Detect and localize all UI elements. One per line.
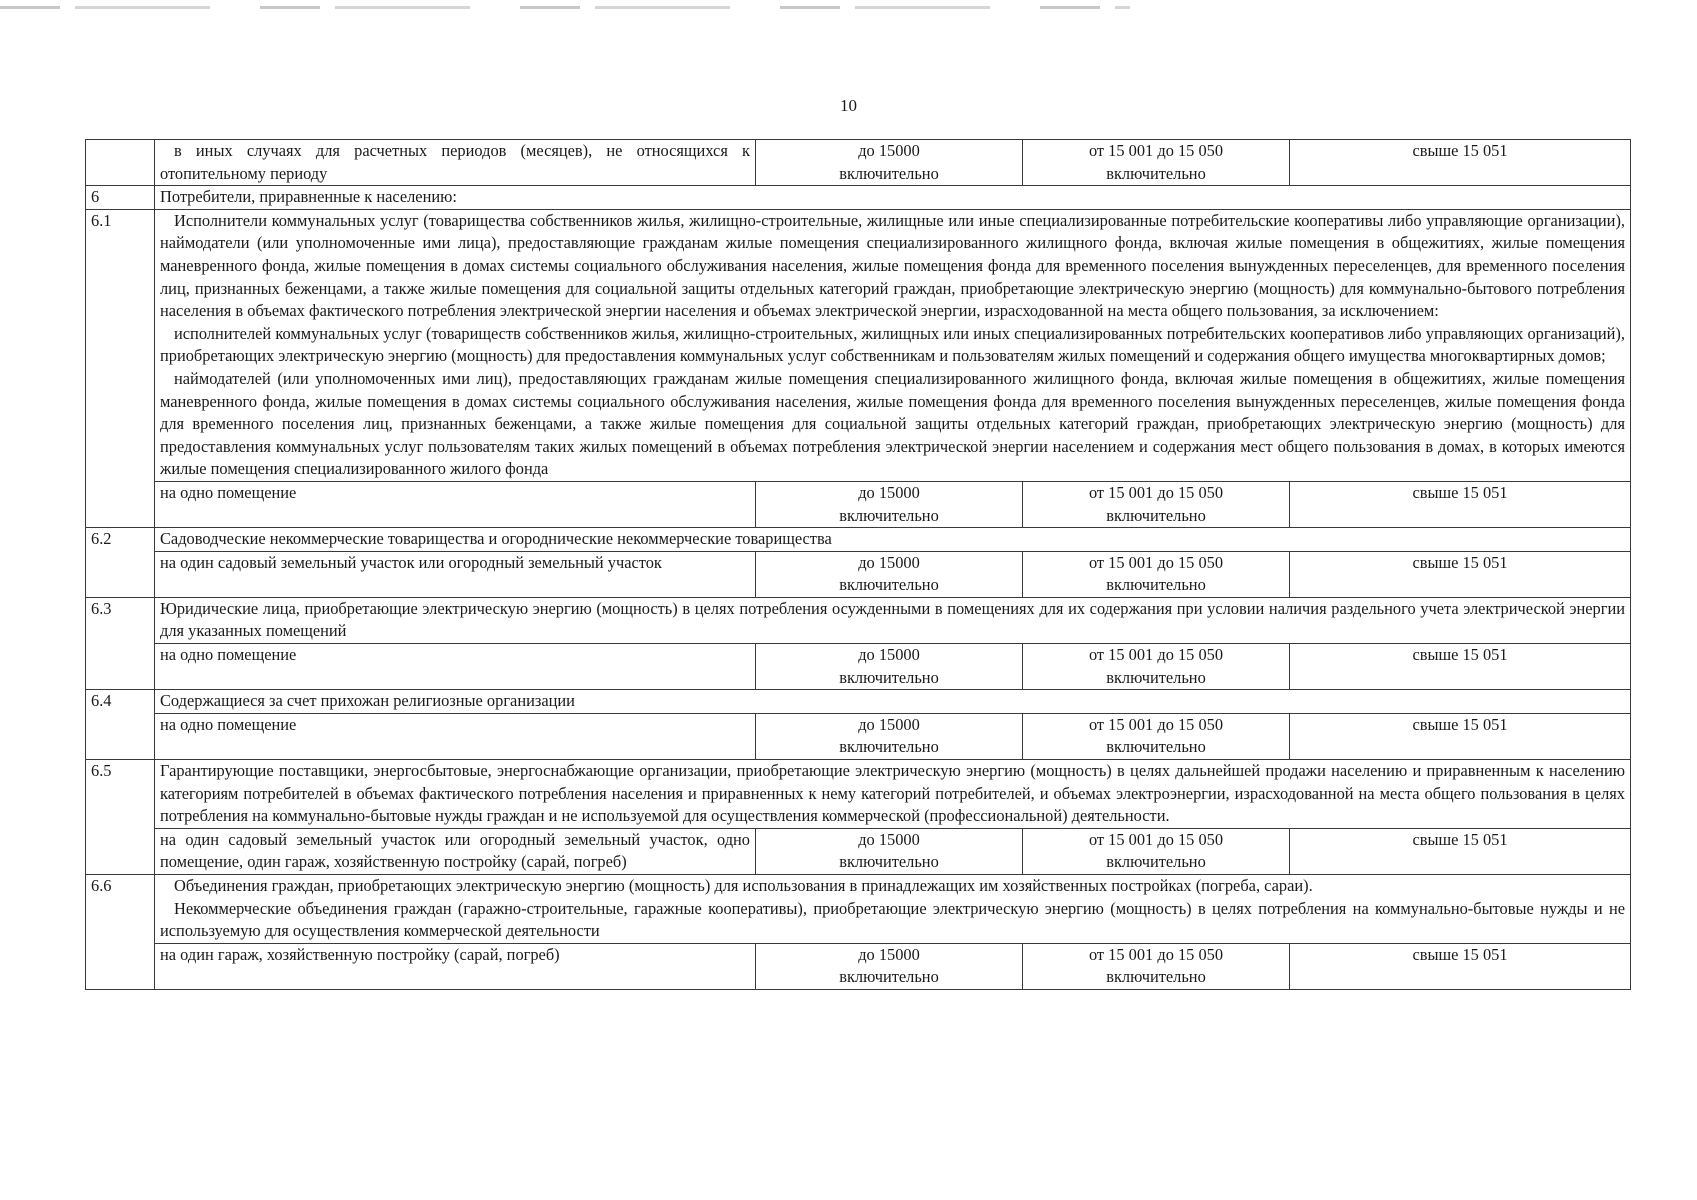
row-number: 6 xyxy=(86,186,155,210)
row-description: Содержащиеся за счет прихожан религиозные организации xyxy=(155,690,1631,714)
paragraph: Исполнители коммунальных услуг (товарищества собственников жилья, жилищно-строительные, жилищные или иные специализированные потребительские кооперативы либо управляющие организации), наймодатели (или уполномоченные ими лица), предоставляющие гражданам жилые помещения специализированного жилищного фонда, включая жилые помещения в общежитиях, жилые помещения маневренного фонда, жилые помещения в домах системы социального обслуживания населения, жилые помещения фонда для временного поселения вынужденных переселенцев, для временного поселения лиц, признанных беженцами, а также жилые помещения для социальной защиты отдельных категорий граждан, приобретающие электрическую энергию (мощность) для коммунально-бытового потребления населения в объемах фактического потребления электрической энергии населения и объемах электрической энергии, израсходованной на места общего пользования, за исключением: xyxy=(160,210,1625,321)
table-row xyxy=(86,551,1631,597)
row-description: Гарантирующие поставщики, энергосбытовые, энергоснабжающие организации, приобретающие электрическую энергию (мощность) в целях дальнейшей продажи населению и приравненным к населению категориям потребителей в объемах фактического потребления населения и приравненных к нему категорий потребителей, и объемах электроэнергии, израсходованной на места общего пользования в целях потребления на коммунально-бытовые нужды граждан и не используемой для осуществления коммерческой (профессиональной) деятельности. xyxy=(155,760,1631,829)
table-row xyxy=(86,875,1631,944)
table-row xyxy=(86,760,1631,829)
range-middle-cell: от 15 001 до 15 050 включительно xyxy=(1023,481,1290,527)
table-row xyxy=(86,943,1631,989)
table-row xyxy=(86,713,1631,759)
row-number: 6.6 xyxy=(86,875,155,990)
range-middle-cell: от 15 001 до 15 050 включительно xyxy=(1023,713,1290,759)
table-row xyxy=(86,597,1631,643)
paragraph: Некоммерческие объединения граждан (гаражно-строительные, гаражные кооперативы), приобретающие электрическую энергию (мощность) в целях потребления на коммунально-бытовые нужды и не используемую для осуществления коммерческой деятельности xyxy=(160,898,1625,941)
paragraph: исполнителей коммунальных услуг (товариществ собственников жилья, жилищно-строительных, жилищных или иных специализированных потребительских кооперативов либо управляющих организаций), приобретающих электрическую энергию (мощность) для предоставления коммунальных услуг собственникам и пользователям жилых помещений и содержания общего имущества многоквартирных домов; xyxy=(160,323,1625,366)
range-above-cell: свыше 15 051 xyxy=(1290,713,1631,759)
range-middle-cell: от 15 001 до 15 050 включительно xyxy=(1023,943,1290,989)
row-description xyxy=(155,209,1631,481)
page-number: 10 xyxy=(840,96,857,115)
paragraph: Объединения граждан, приобретающих электрическую энергию (мощность) для использования в принадлежащих им хозяйственных постройках (погреба, сараи). xyxy=(174,876,1313,895)
row-number: 6.5 xyxy=(86,760,155,875)
table-row xyxy=(86,481,1631,527)
row-number: 6.4 xyxy=(86,690,155,760)
range-above-cell: свыше 15 051 xyxy=(1290,551,1631,597)
row-description: Садоводческие некоммерческие товарищества и огороднические некоммерческие товарищества xyxy=(155,528,1631,552)
range-middle-cell: от 15 001 до 15 050 включительно xyxy=(1023,551,1290,597)
table-row xyxy=(86,186,1631,210)
range-up-to-cell: до 15000 включительно xyxy=(756,140,1023,186)
tariff-table xyxy=(85,139,1631,990)
table-row xyxy=(86,209,1631,481)
range-up-to-cell: до 15000 включительно xyxy=(756,644,1023,690)
range-middle-cell: от 15 001 до 15 050 включительно xyxy=(1023,828,1290,874)
unit-description: на один садовый земельный участок или огородный земельный участок xyxy=(155,551,756,597)
unit-description: на один гараж, хозяйственную постройку (сарай, погреб) xyxy=(155,943,756,989)
paragraph: наймодателей (или уполномоченных ими лиц), предоставляющих гражданам жилые помещения специализированного жилищного фонда, включая жилые помещения в общежитиях, жилые помещения маневренного фонда, жилые помещения в домах системы социального обслуживания населения, жилые помещения фонда для временного поселения вынужденных переселенцев, жилые помещения фонда для временного поселения лиц, признанных беженцами, а также жилые помещения для социальной защиты отдельных категорий граждан, приобретающих электрическую энергию (мощность) для предоставления коммунальных услуг пользователям таких жилых помещений в объемах потребления электрической энергии населением и содержания мест общего пользования в домах, в которых имеются жилые помещения специализированного жилого фонда xyxy=(160,368,1625,479)
range-up-to-cell: до 15000 включительно xyxy=(756,943,1023,989)
range-above-cell: свыше 15 051 xyxy=(1290,828,1631,874)
range-up-to-cell: до 15000 включительно xyxy=(756,481,1023,527)
row-number-cell xyxy=(86,140,155,186)
range-above-cell: свыше 15 051 xyxy=(1290,140,1631,186)
range-above-cell: свыше 15 051 xyxy=(1290,644,1631,690)
unit-description: на одно помещение xyxy=(155,713,756,759)
table-row xyxy=(86,828,1631,874)
row-number: 6.1 xyxy=(86,209,155,527)
table-row xyxy=(86,690,1631,714)
row-description: в иных случаях для расчетных периодов (месяцев), не относящихся к отопительному периоду xyxy=(155,140,756,186)
range-up-to-cell: до 15000 включительно xyxy=(756,551,1023,597)
range-above-cell: свыше 15 051 xyxy=(1290,943,1631,989)
row-number: 6.3 xyxy=(86,597,155,689)
row-number: 6.2 xyxy=(86,528,155,598)
table-row xyxy=(86,528,1631,552)
table-row xyxy=(86,140,1631,186)
range-middle-cell: от 15 001 до 15 050 включительно xyxy=(1023,140,1290,186)
row-description: Юридические лица, приобретающие электрическую энергию (мощность) в целях потребления осужденными в помещениях для их содержания при условии наличия раздельного учета электрической энергии для указанных помещений xyxy=(155,597,1631,643)
section-heading: Потребители, приравненные к населению: xyxy=(155,186,1631,210)
unit-description: на одно помещение xyxy=(155,481,756,527)
unit-description: на один садовый земельный участок или огородный земельный участок, одно помещение, один гараж, хозяйственную постройку (сарай, погреб) xyxy=(155,828,756,874)
range-above-cell: свыше 15 051 xyxy=(1290,481,1631,527)
range-middle-cell: от 15 001 до 15 050 включительно xyxy=(1023,644,1290,690)
range-up-to-cell: до 15000 включительно xyxy=(756,828,1023,874)
scan-artifact-top-edge xyxy=(0,6,1130,9)
unit-description: на одно помещение xyxy=(155,644,756,690)
row-description xyxy=(155,875,1631,944)
table-row xyxy=(86,644,1631,690)
range-up-to-cell: до 15000 включительно xyxy=(756,713,1023,759)
